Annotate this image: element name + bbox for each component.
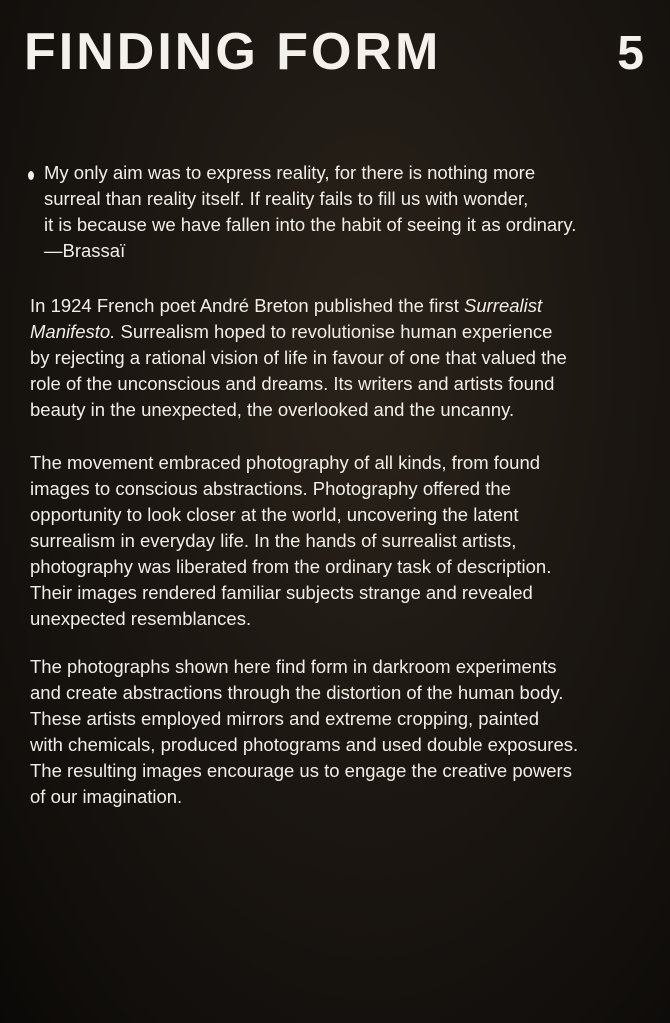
bullet-icon — [26, 160, 44, 264]
paragraph-photography: The movement embraced photography of all kinds, from found images to conscious abstractions. Photography offered the opportunity to look closer at the world, uncovering the latent surrealism in everyday life. In the hands of surrealist artists, photography was liberated from the ordinary task of description. Their images rendered familiar subjects strange and revealed unexpected resemblances. — [30, 452, 552, 629]
paragraph-surrealism-intro — [30, 293, 640, 423]
paragraph-1-start: In 1924 French poet André Breton published the first — [30, 295, 465, 316]
quote-attribution: —Brassaï — [44, 240, 126, 261]
paragraph-photographs-shown: The photographs shown here find form in darkroom experiments and create abstractions through the distortion of the human body. These artists employed mirrors and extreme cropping, painted with chemicals, produced photograms and used double exposures. The resulting images encourage us to engage the creative powers of our imagination. — [30, 656, 579, 807]
quote — [44, 160, 576, 264]
quote-block — [26, 160, 636, 264]
section-number: 5 — [617, 27, 644, 80]
panel-title: FINDING FORM — [24, 23, 442, 81]
quote-text: My only aim was to express reality, for there is nothing more surreal than reality itself. If reality fails to fill us with wonder, it is because we have fallen into the habit of seeing it as ordinary. — [44, 162, 577, 235]
paragraph-1-end: Surrealism hoped to revolutionise human experience by rejecting a rational vision of life in favour of one that valued the role of the unconscious and dreams. Its writers and artists found beauty in the unexpected, the overlooked and the uncanny. — [30, 321, 567, 420]
manifesto-title: Surrealist Manifesto. — [30, 295, 543, 342]
